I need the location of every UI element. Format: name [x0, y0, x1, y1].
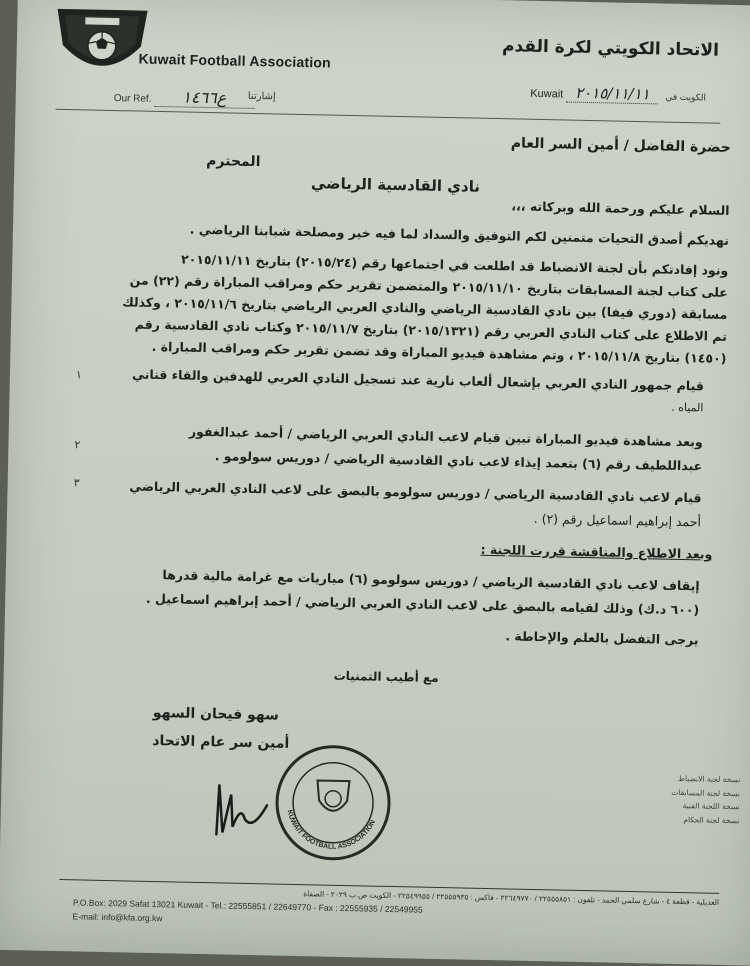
cc-item: نسخة لجنة الحكام	[671, 812, 740, 827]
decision-line-2: (٦٠٠ د.ك) وذلك لقيامه بالبصق على لاعب النادي العربي الرياضي / أحمد إبراهيم اسماعيل .	[146, 593, 699, 617]
footer-address-en: P.O.Box: 2029 Safat 13021 Kuwait - Tel.: 22555851 / 22649770 - Fax : 22555935 / 22549955	[73, 897, 423, 914]
our-reference	[114, 86, 255, 109]
paragraph-2-line-4: تم الاطلاع على كتاب النادي العربي رقم (٢٠١٥/١٣٢١) بتاريخ ٢٠١٥/١١/٧ وكتاب نادي القادسية رقم	[135, 319, 727, 344]
cc-item: نسخة اللجنة الفنية	[671, 799, 740, 814]
item-1-line-1: قيام جمهور النادي العربي بإشعال ألعاب نارية عند تسجيل النادي العربي للهدفين والقاء قناني	[132, 368, 704, 392]
official-stamp-icon	[272, 742, 394, 864]
paragraph-2-line-5: (١٤٥٠) بتاريخ ٢٠١٥/١١/٨ ، وتم مشاهدة فيديو المباراة وقد تضمن تقرير حكم ومراقب المباراة .	[152, 341, 727, 366]
signatory-title: أمين سر عام الاتحاد	[152, 733, 289, 752]
item-1-number: ١	[76, 369, 82, 380]
date-label-ar: الكويت في	[665, 92, 706, 103]
greeting: السلام عليكم ورحمة الله وبركاته ،،،	[511, 200, 729, 217]
handwritten-signature-icon	[196, 764, 278, 846]
cc-item: نسخة لجنة المسابقات	[671, 785, 740, 800]
item-2-line-0: وبعد مشاهدة فيديو المباراة تبين قيام لاعب النادي العربي الرياضي / أحمد عبدالغفور	[189, 426, 703, 449]
association-name-ar: الاتحاد الكويتي لكرة القدم	[502, 36, 719, 61]
kfa-crest-icon	[54, 5, 150, 85]
footer-address-ar: العديلية - قطعة ٤ - شارع سلمي الحمد - تلفون : ٢٢٥٥٥٨٥١ / ٢٢٦٤٩٧٧٠ - فاكس : ٢٢٥٥٥٩٣٥ / ٢٢٥٤٩٩٥٥ - الكويت ص.ب ٢٠٢٩ - الصفاة	[59, 884, 719, 907]
cc-item: نسخة لجنة الانضباط	[671, 772, 740, 787]
header-divider	[55, 109, 720, 124]
stamp-text: KUWAIT FOOTBALL ASSOCIATION	[285, 809, 377, 852]
date-label: Kuwait	[530, 88, 563, 101]
closing-regards: مع أطيب التمنيات	[334, 669, 439, 685]
paragraph-2-line-3: مسابقة (دوري فيفا) بين نادي القادسية الرياضي والنادي العربي الرياضي بتاريخ ٢٠١٥/١١/٦ ، وكذلك	[122, 296, 727, 321]
addressee	[71, 127, 731, 141]
date-value: ٢٠١٥/١١/١١	[566, 84, 658, 105]
our-ref-value: ع١٤٦٦	[154, 87, 254, 109]
honorific: المحترم	[206, 154, 261, 169]
our-ref-label: Our Ref.	[114, 93, 152, 105]
paragraph-1: نهديكم أصدق التحيات متمنين لكم التوفيق والسداد لما فيه خير ومصلحة شبابنا الرياضي .	[190, 224, 729, 248]
item-1-line-2: المياه .	[671, 402, 703, 414]
paragraph-2-line-1: ونود إفادتكم بأن لجنة الانضباط قد اطلعت في اجتماعها رقم (٢٠١٥/٢٤) بتاريخ ٢٠١٥/١١/١١	[181, 253, 728, 277]
decision-line-1: إيقاف لاعب نادي القادسية الرياضي / دوريس سولومو (٦) مباريات مع غرامة مالية قدرها	[162, 569, 699, 593]
paragraph-2-line-2: على كتاب لجنة المسابقات بتاريخ ٢٠١٥/١١/١٠ والمتضمن تقرير حكم ومراقب المباراة رقم (٢٢) من	[130, 274, 728, 299]
club-name: نادي القادسية الرياضي	[311, 176, 480, 195]
our-ref-label-ar: إشارتنا	[248, 91, 276, 103]
request-line: يرجى التفضل بالعلم والإحاطة .	[505, 630, 699, 647]
addressee-line: حضرة الفاضل / أمين السر العام	[511, 136, 731, 155]
item-2-line-1: عبداللطيف رقم (٦) بتعمد إيذاء لاعب نادي القادسية الرياضي / دوريس سولومو .	[215, 450, 703, 473]
footer-email: E-mail: info@kfa.org.kw	[73, 911, 163, 923]
item-3-line-1: قيام لاعب نادي القادسية الرياضي / دوريس سولومو بالبصق على لاعب النادي العربي الرياضي	[129, 480, 701, 504]
item-2-number: ٢	[74, 439, 80, 450]
decision-heading: وبعد الاطلاع والمناقشة قررت اللجنة :	[480, 544, 712, 561]
date-line	[530, 83, 706, 106]
item-3-number: ٣	[74, 477, 80, 488]
cc-list	[671, 772, 741, 827]
association-name-en: Kuwait Football Association	[138, 51, 331, 71]
signatory-name: سهو فيحان السهو	[153, 705, 279, 724]
item-3-line-2: أحمد إبراهيم اسماعيل رقم (٢) .	[534, 513, 702, 529]
